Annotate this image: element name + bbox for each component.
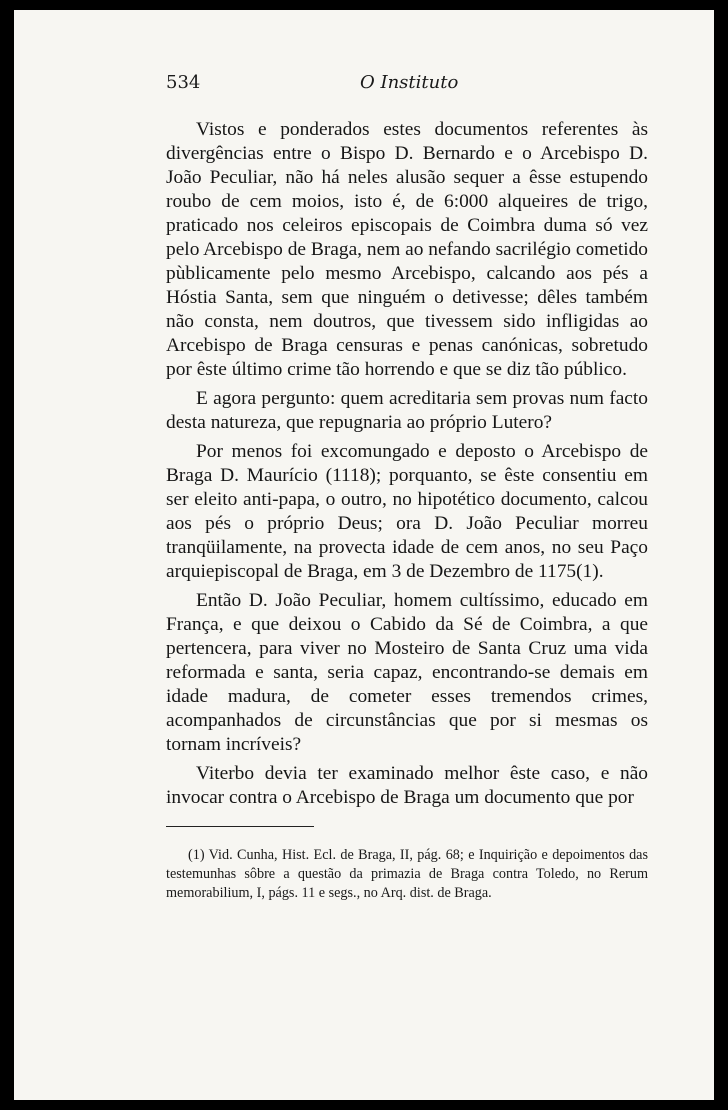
paragraph: E agora pergunto: quem acreditaria sem provas num facto desta natureza, que repugnaria ao próprio Lutero? — [166, 388, 648, 433]
footnote: (1) Vid. Cunha, Hist. Ecl. de Braga, II, pág. 68; e Inquirição e depoimentos das testemunhas sôbre a questão da primazia de Braga contra Toledo, no Rerum memorabilium, I, págs. 11 e segs., no Arq. dist. de Braga. — [166, 847, 648, 901]
page-header — [166, 72, 646, 102]
paragraph: Então D. João Peculiar, homem cultíssimo, educado em França, e que deixou o Cabido da Sé de Coimbra, a que pertencera, para viver no Mosteiro de Santa Cruz uma vida reformada e santa, seria capaz, encontrando-se demais em idade madura, de cometer esses tremendos crimes, acompanhados de circunstâncias que por si mesmas os tornam incríveis? — [166, 590, 648, 755]
body-text — [166, 118, 648, 810]
paragraph: Viterbo devia ter examinado melhor êste caso, e não invocar contra o Arcebispo de Braga um documento que por — [166, 763, 648, 808]
footnote-rule — [166, 826, 314, 827]
page-number: 534 — [166, 72, 201, 93]
page — [14, 10, 714, 1100]
running-title: O Instituto — [360, 72, 459, 93]
paragraph: Por menos foi excomungado e deposto o Arcebispo de Braga D. Maurício (1118); porquanto, se êste consentiu em ser eleito anti-papa, o outro, no hipotético documento, calcou aos pés o próprio Deus; ora D. João Peculiar morreu tranqüilamente, na provecta idade de cem anos, no seu Paço arquiepiscopal de Braga, em 3 de Dezembro de 1175(1). — [166, 441, 648, 582]
paragraph: Vistos e ponderados estes documentos referentes às divergências entre o Bispo D. Bernardo e o Arcebispo D. João Peculiar, não há neles alusão sequer a êsse estupendo roubo de cem moios, isto é, de 6:000 alqueires de trigo, praticado nos celeiros episcopais de Coimbra duma só vez pelo Arcebispo de Braga, nem ao nefando sacrilégio cometido pùblicamente pelo mesmo Arcebispo, calcando aos pés a Hóstia Santa, sem que ninguém o detivesse; dêles também não consta, nem doutros, que tivessem sido infligidas ao Arcebispo de Braga censuras e penas canónicas, sobretudo por êste último crime tão horrendo e que se diz tão público. — [166, 119, 648, 380]
